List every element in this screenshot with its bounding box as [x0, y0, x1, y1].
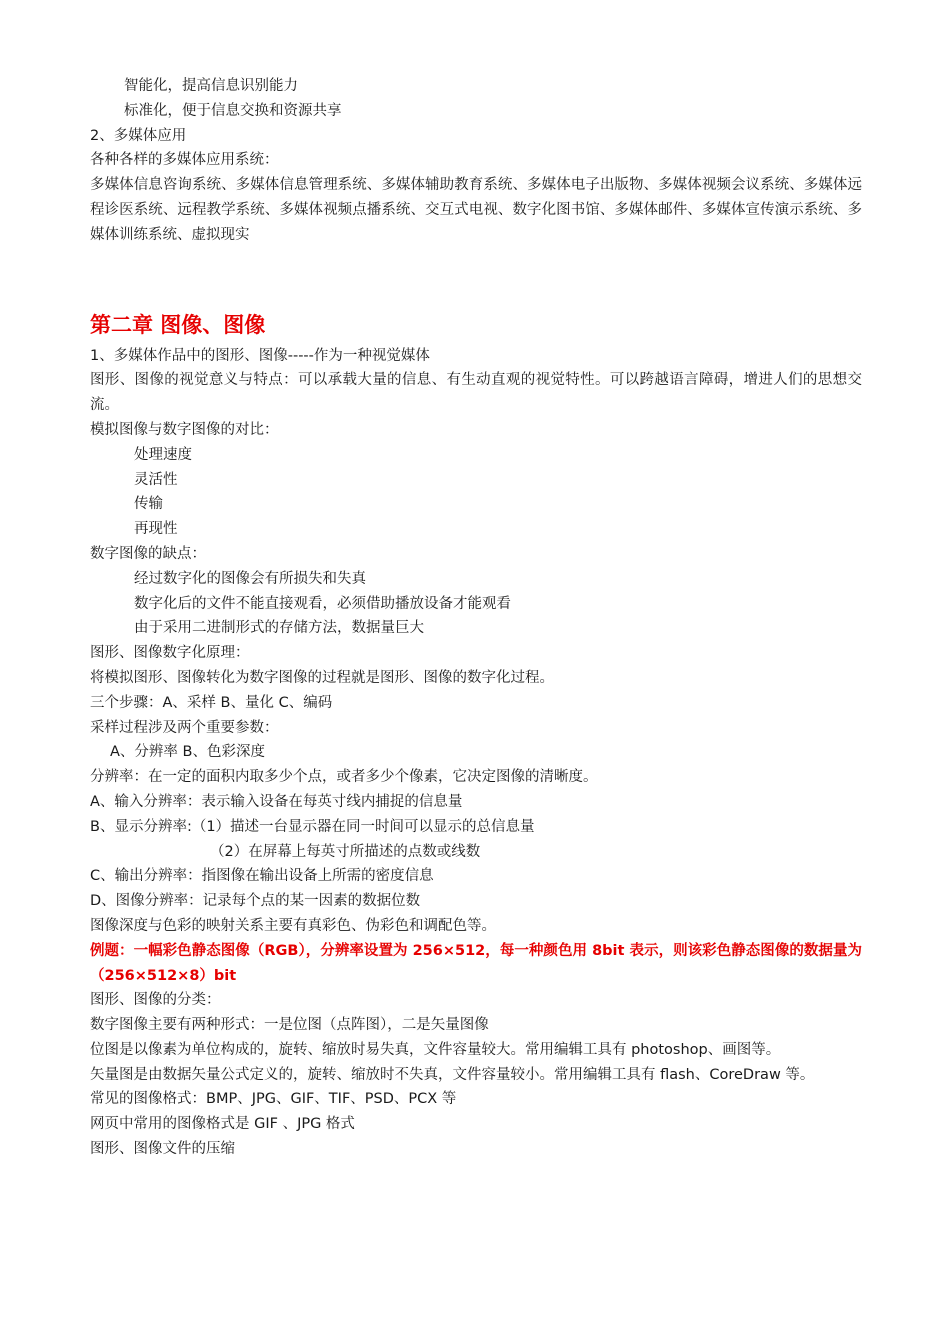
paragraph: 三个步骤：A、采样 B、量化 C、编码: [90, 694, 333, 711]
paragraph: 模拟图像与数字图像的对比：: [90, 421, 279, 438]
example-problem: 例题：一幅彩色静态图像（RGB），分辨率设置为 256×512，每一种颜色用 8bit 表示，则该彩色静态图像的数据量为（256×512×8）bit: [90, 942, 862, 984]
list-item: （2）在屏幕上每英寸所描述的点数或线数: [210, 843, 481, 860]
list-item: 数字化后的文件不能直接观看，必须借助播放设备才能观看: [134, 595, 511, 612]
list-item: 灵活性: [134, 471, 178, 488]
paragraph: 图形、图像数字化原理：: [90, 645, 250, 662]
list-item: 由于采用二进制形式的存储方法，数据量巨大: [134, 620, 424, 637]
paragraph: 各种各样的多媒体应用系统：: [90, 152, 279, 169]
section-heading: 2、多媒体应用: [90, 127, 187, 144]
paragraph: 位图是以像素为单位构成的，旋转、缩放时易失真，文件容量较大。常用编辑工具有 photoshop、画图等。: [90, 1041, 781, 1058]
document-content: [90, 74, 862, 1162]
list-item: A、分辨率 B、色彩深度: [110, 744, 265, 761]
list-item: 智能化，提高信息识别能力: [124, 78, 298, 94]
paragraph: 网页中常用的图像格式是 GIF 、JPG 格式: [90, 1116, 355, 1133]
paragraph: 数字图像的缺点：: [90, 545, 206, 562]
paragraph: 多媒体信息咨询系统、多媒体信息管理系统、多媒体辅助教育系统、多媒体电子出版物、多媒体视频会议系统、多媒体远程诊医系统、远程教学系统、多媒体视频点播系统、交互式电视、数字化图书馆、多媒体邮件、多媒体宣传演示系统、多媒体训练系统、虚拟现实: [90, 177, 862, 243]
list-item: 再现性: [134, 521, 178, 538]
paragraph: 图形、图像文件的压缩: [90, 1141, 235, 1158]
paragraph: B、显示分辨率:（1）描述一台显示器在同一时间可以显示的总信息量: [90, 818, 535, 835]
list-item: 处理速度: [134, 446, 192, 463]
paragraph: 图形、图像的视觉意义与特点：可以承载大量的信息、有生动直观的视觉特性。可以跨越语言障碍，增进人们的思想交流。: [90, 372, 862, 414]
paragraph: 常见的图像格式：BMP、JPG、GIF、TIF、PSD、PCX 等: [90, 1091, 457, 1108]
paragraph: 图形、图像的分类：: [90, 992, 221, 1009]
list-item: 经过数字化的图像会有所损失和失真: [134, 570, 366, 587]
paragraph: 图像深度与色彩的映射关系主要有真彩色、伪彩色和调配色等。: [90, 917, 496, 934]
paragraph: A、输入分辨率：表示输入设备在每英寸线内捕捉的信息量: [90, 793, 463, 810]
paragraph: 数字图像主要有两种形式：一是位图（点阵图），二是矢量图像: [90, 1017, 489, 1034]
paragraph: 分辨率：在一定的面积内取多少个点，或者多少个像素，它决定图像的清晰度。: [90, 769, 598, 786]
paragraph: 采样过程涉及两个重要参数：: [90, 719, 279, 736]
paragraph: D、图像分辨率：记录每个点的某一因素的数据位数: [90, 893, 421, 910]
section-heading: 1、多媒体作品中的图形、图像-----作为一种视觉媒体: [90, 347, 430, 364]
paragraph: 将模拟图形、图像转化为数字图像的过程就是图形、图像的数字化过程。: [90, 669, 554, 686]
paragraph: 矢量图是由数据矢量公式定义的，旋转、缩放时不失真，文件容量较小。常用编辑工具有 flash、CoreDraw 等。: [90, 1066, 815, 1083]
list-item: 标准化，便于信息交换和资源共享: [124, 102, 342, 119]
paragraph: C、输出分辨率：指图像在输出设备上所需的密度信息: [90, 868, 434, 885]
chapter-title: 第二章 图像、图像: [90, 312, 266, 337]
list-item: 传输: [134, 496, 163, 513]
